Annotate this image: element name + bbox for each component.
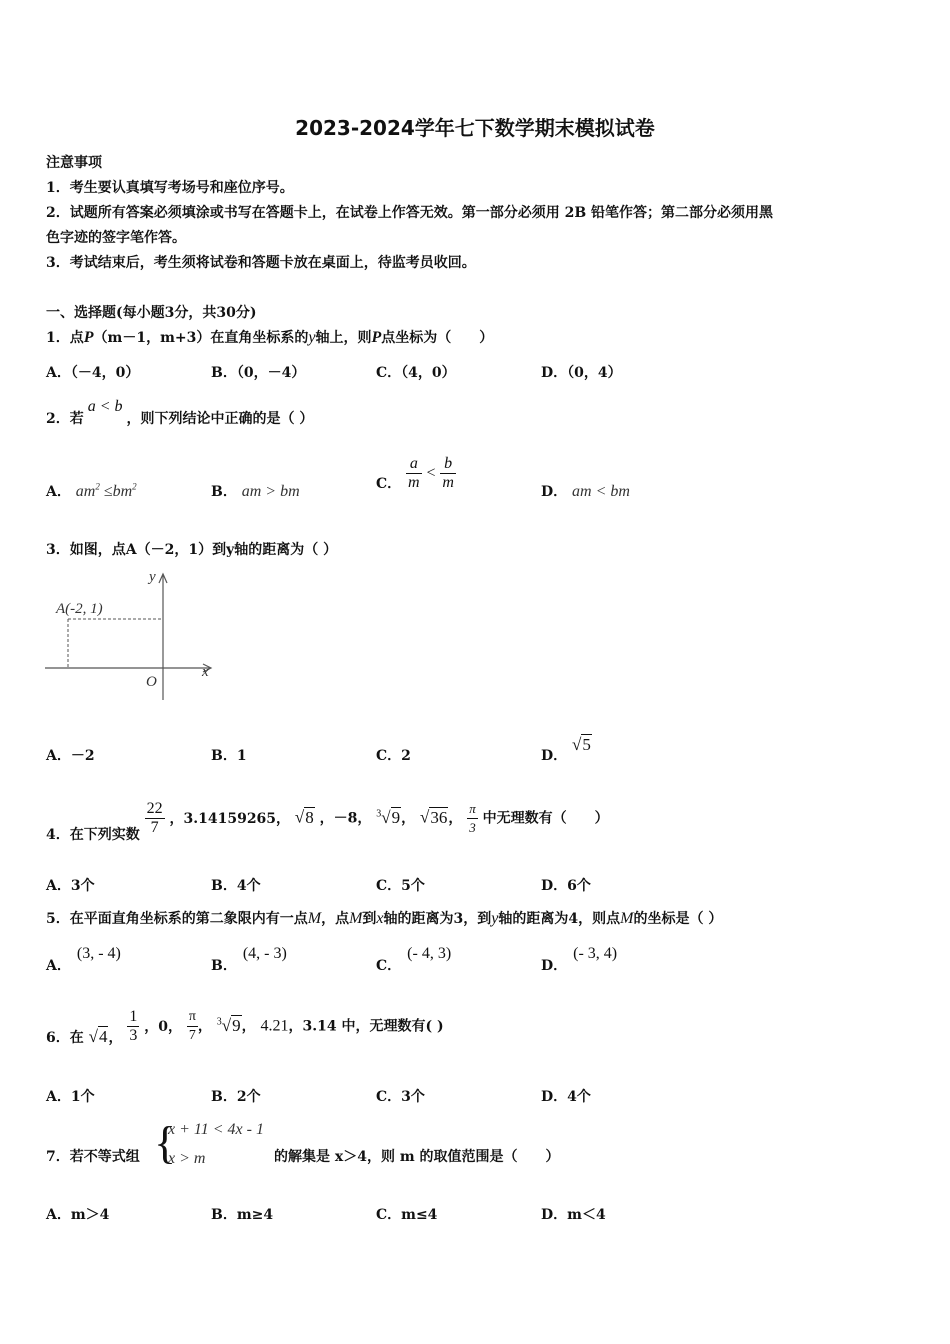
- q2-option-a[interactable]: [46, 481, 137, 501]
- q1-option-d[interactable]: D．（0，4）: [541, 365, 622, 381]
- notice-item-2: 2．试题所有答案必须填涂或书写在答题卡上，在试卷上作答无效。第一部分必须用 2B 铅笔作答；第二部分必须用黑: [46, 205, 774, 221]
- point-a-label: A(-2, 1): [56, 601, 103, 617]
- q7-line-1: x + 11 < 4x - 1: [168, 1121, 264, 1138]
- q7-brace: {: [154, 1117, 177, 1168]
- q4-mid: ，3.14159265，: [169, 810, 291, 827]
- q5-option-a-label: A．: [46, 958, 71, 974]
- q5-m-2: M: [349, 910, 363, 927]
- q5-m-1: M: [307, 910, 322, 927]
- q5-option-c[interactable]: [376, 945, 452, 975]
- q2-option-d[interactable]: [541, 481, 630, 501]
- q6-option-a[interactable]: A．1个: [46, 1089, 95, 1105]
- question-5: [46, 908, 722, 928]
- q5-y: y: [491, 910, 499, 927]
- question-4: 4．在下列实数 $\frac{22}{7}$ ，3.14159265， √8 ，－8， $^3$√9， √36， $\frac{\pi}{3}$ 中无理数有（ ）: [46, 800, 609, 843]
- q4-neg: ，－8，: [319, 810, 372, 827]
- q1-option-b[interactable]: B．（0，－4）: [211, 365, 306, 381]
- q2-option-a-sup2: 2: [132, 481, 137, 492]
- q6-repeating-decimal: 4.21: [260, 1017, 289, 1035]
- question-7-pre: 7．若不等式组: [46, 1149, 140, 1165]
- notice-item-3: 3．考试结束后，考生须将试卷和答题卡放在桌面上，待监考员收回。: [46, 255, 476, 271]
- page-title: 2023-2024学年七下数学期末模拟试卷: [295, 116, 655, 140]
- q1-mid: 在直角坐标系的: [210, 330, 309, 346]
- q5-option-b-label: B．: [211, 958, 237, 974]
- q4-option-d[interactable]: D．6个: [541, 878, 591, 894]
- q2-option-d-label: D．: [541, 484, 568, 500]
- q4-option-a[interactable]: A．3个: [46, 878, 95, 894]
- q6-option-c[interactable]: C．3个: [376, 1089, 425, 1105]
- q3-option-d-sqrt: √5: [572, 735, 591, 754]
- q3-figure: [40, 565, 230, 705]
- y-axis-label: y: [149, 569, 156, 585]
- q3-option-a[interactable]: A．－2: [46, 748, 95, 764]
- q5-option-b[interactable]: [211, 945, 287, 975]
- origin-label: O: [146, 674, 157, 690]
- q2-condition: a < b: [87, 398, 123, 415]
- q2-option-b-label: B．: [211, 484, 237, 500]
- q5-x: x: [376, 910, 384, 927]
- q6-sqrt-4: √4: [88, 1026, 108, 1046]
- q5-option-d-label: D．: [541, 958, 568, 974]
- q5-option-a-value: (3, - 4): [76, 945, 121, 962]
- q6-cbrt-9: $^3$√9: [216, 1015, 241, 1035]
- q4-sqrt-36: √36: [419, 807, 448, 827]
- q1-pre: 1．点: [46, 330, 84, 346]
- question-7-post: 的解集是 x＞4，则 m 的取值范围是（ ）: [274, 1149, 560, 1165]
- q3-option-d-label: D．: [541, 748, 568, 764]
- question-2: [46, 398, 314, 428]
- q6-frac-pi-7: $\frac{\pi}{7}$: [188, 1009, 196, 1043]
- q2-option-c-op: <: [426, 464, 436, 482]
- q7-option-c[interactable]: C．m≤4: [376, 1207, 438, 1223]
- q2-pre: 2．若: [46, 411, 84, 427]
- q5-option-c-label: C．: [376, 958, 402, 974]
- notice-item-1: 1．考生要认真填写考场号和座位序号。: [46, 180, 294, 196]
- q6-post: ，3.14 中，无理数有( ): [288, 1018, 444, 1035]
- q7-option-d[interactable]: D．m＜4: [541, 1207, 606, 1223]
- notice-heading: 注意事项: [46, 155, 102, 171]
- q1-post: 点坐标为（ ）: [381, 330, 494, 346]
- q4-pre: 4．在下列实数: [46, 826, 140, 843]
- q6-frac-1-3: $\frac{1}{3}$: [129, 1008, 138, 1044]
- question-6: 6．在 √4， $\frac{1}{3}$ ，0， $\frac{\pi}{7}$ ， $^3$√9， 4.21，3.14 中，无理数有( ): [46, 1008, 444, 1046]
- q7-line-2: x > m: [168, 1150, 206, 1167]
- q5-option-d-value: (- 3, 4): [573, 945, 618, 962]
- q5-t3: 到: [362, 911, 377, 927]
- q1-option-c[interactable]: C．（4，0）: [376, 365, 456, 381]
- q6-option-d[interactable]: D．4个: [541, 1089, 591, 1105]
- question-3: 3．如图，点A（－2，1）到y轴的距离为（ ）: [46, 542, 338, 558]
- q5-option-b-value: (4, - 3): [242, 945, 287, 962]
- q2-option-d-expr: am < bm: [572, 483, 630, 500]
- q5-t4: 轴的距离为3，到: [383, 911, 492, 927]
- q1-mid2: 轴上，则: [315, 330, 372, 346]
- q2-option-b[interactable]: [211, 481, 300, 501]
- q5-option-d[interactable]: [541, 945, 618, 975]
- q1-point: P: [83, 329, 94, 346]
- q5-t5: 轴的距离为4，则点: [498, 911, 621, 927]
- q2-option-a-expr: $am^2 \le bm^2$: [75, 481, 137, 500]
- q4-option-b[interactable]: B．4个: [211, 878, 261, 894]
- q1-y: y: [308, 329, 316, 346]
- notice-item-2-cont: 色字迹的签字笔作答。: [46, 230, 186, 246]
- question-1: [46, 327, 493, 347]
- q1-coords: （m－1，m+3）: [93, 330, 211, 346]
- q6-option-b[interactable]: B．2个: [211, 1089, 261, 1105]
- q3-option-c[interactable]: C．2: [376, 748, 411, 764]
- q4-cbrt-9: $^3$√9: [376, 807, 401, 827]
- q2-option-c-frac2: $\frac{b}{m}$: [442, 455, 454, 491]
- q4-option-c[interactable]: C．5个: [376, 878, 425, 894]
- q6-pre: 6．在: [46, 1029, 84, 1046]
- q5-m-3: M: [620, 910, 634, 927]
- q2-option-a-sup1: 2: [95, 481, 100, 492]
- q5-option-c-value: (- 4, 3): [407, 945, 452, 962]
- q2-option-a-label: A．: [46, 484, 71, 500]
- q2-option-c-frac1: $\frac{a}{m}$: [408, 455, 420, 491]
- q4-sqrt-8: √8: [294, 807, 314, 827]
- q7-option-a[interactable]: A．m＞4: [46, 1207, 110, 1223]
- q4-frac-22-7: $\frac{22}{7}$: [146, 800, 163, 836]
- q2-post: ，则下列结论中正确的是（ ）: [126, 411, 314, 427]
- q6-zero: ，0，: [144, 1018, 182, 1035]
- q5-t6: 的坐标是（ ）: [633, 911, 723, 927]
- q3-option-b[interactable]: B．1: [211, 748, 247, 764]
- q5-option-a[interactable]: [46, 945, 121, 975]
- q4-post: 中无理数有（ ）: [482, 810, 609, 827]
- q2-option-c[interactable]: [376, 455, 456, 492]
- q4-frac-pi-3: $\frac{\pi}{3}$: [469, 801, 476, 835]
- q5-t1: 5．在平面直角坐标系的第二象限内有一点: [46, 911, 308, 927]
- q5-t2: ，点: [321, 911, 350, 927]
- q7-option-b[interactable]: B．m≥4: [211, 1207, 274, 1223]
- q1-option-a[interactable]: A．（－4，0）: [46, 365, 140, 381]
- q3-option-d[interactable]: [541, 735, 592, 765]
- section-heading: 一、选择题(每小题3分，共30分): [46, 305, 257, 321]
- x-axis-label: x: [202, 664, 209, 680]
- q1-point-2: P: [371, 329, 382, 346]
- q2-option-c-label: C．: [376, 475, 402, 492]
- q2-option-b-expr: am > bm: [241, 483, 300, 500]
